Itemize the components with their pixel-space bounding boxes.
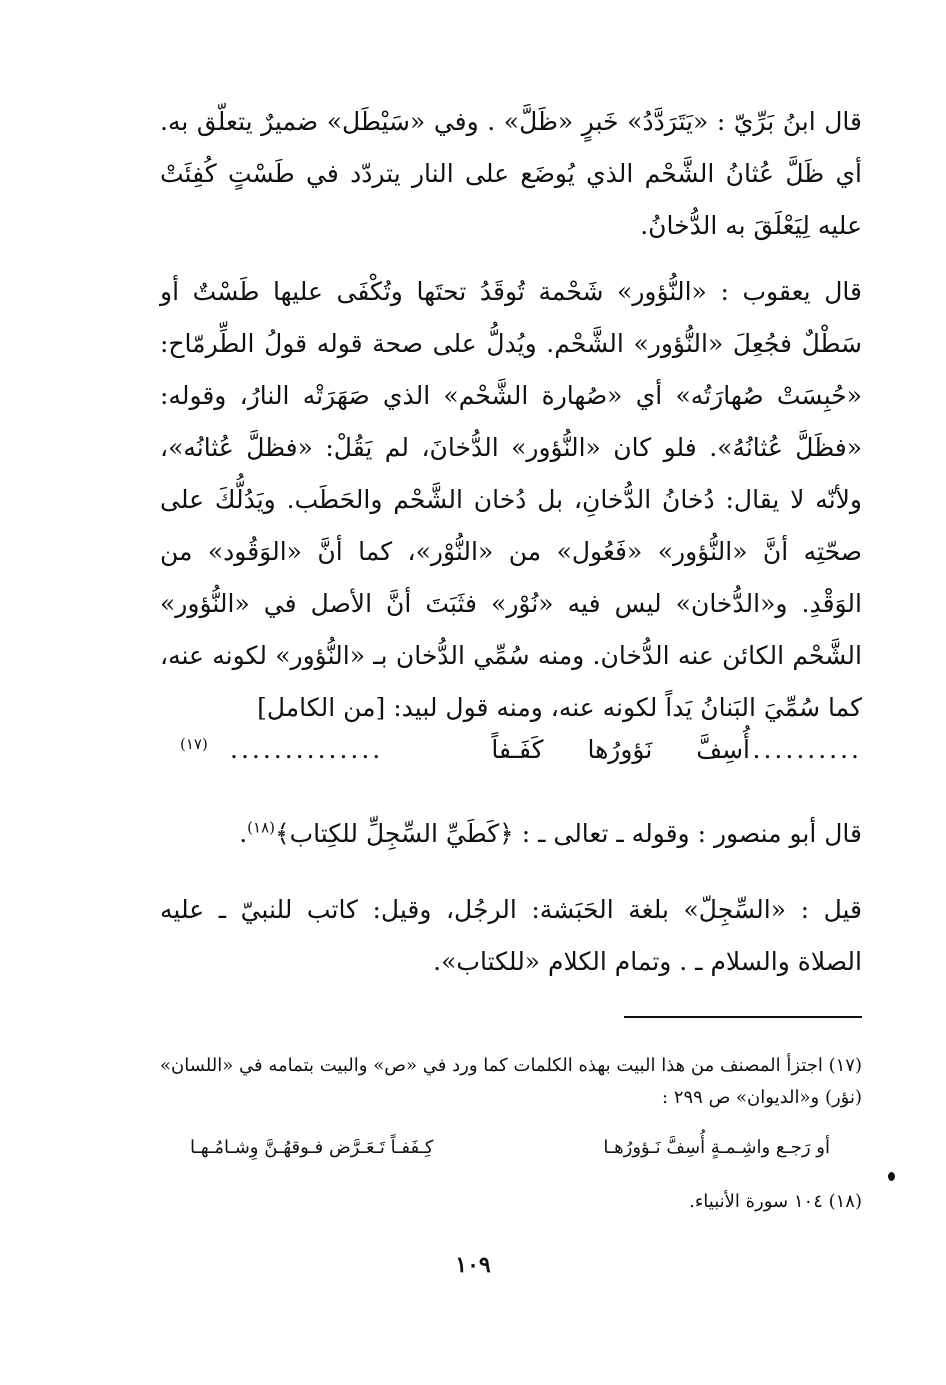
verse-words-a: أُسِفَّ نَؤورُها [587, 735, 750, 764]
verse-ellipsis-left: .............. [230, 735, 384, 764]
verse-ellipsis-right: .......... [752, 735, 862, 764]
paragraph-ibn-barri [160, 96, 862, 252]
paragraph-text: قال يعقوب : «النُّؤور» شَحْمة تُوقَدُ تحتَها وتُكْفَى عليها طَسْتٌ أو سَطْلٌ فجُعِلَ «النُّؤور» الشَّحْم. ويُدلُّ على صحة قوله قولُ الطِّرمّاح: «حُبِسَتْ صُهارَتُه» أي «صُهارة الشَّحْم» الذي صَهَرَتْه النارُ، وقوله: «فظَلَّ عُثانُهُ». فلو كان «النُّؤور» الدُّخانَ، لم يَقُلْ: «فظلَّ عُثانُه»، ولأنّه لا يقال: دُخانُ الدُّخانِ، بل دُخان الشَّحْم والحَطَب. ويَدُلُّكَ على صحّتِه أنَّ «النُّؤور» «فَعُول» من «النُّوْر»، كما أنَّ «الوَقُود» من الوَقْدِ. و«الدُّخان» ليس فيه «نُوْر» فثَبَتَ أنَّ الأصل في «النُّؤور» الشَّحْم الكائن عنه الدُّخان. ومنه سُمِّي الدُّخان بـ «النُّؤور» لكونه عنه، كما سُمِّيَ البَنانُ يَداً لكونه عنه، ومنه قول لبيد: [من الكامل] [160, 277, 862, 722]
footnote-verse-first-half: أو رَجـع واشِـمـةٍ أُسِفَّ نَـؤورُهـا [603, 1137, 830, 1158]
paragraph-sijill [160, 884, 862, 988]
footnote-text: (١٨) ١٠٤ سورة الأنبياء. [689, 1191, 862, 1212]
margin-dot-mark [888, 1172, 895, 1181]
footnote-18 [160, 1186, 862, 1218]
verse-labid [160, 724, 862, 776]
paragraph-text [160, 808, 862, 860]
verse-words-b: كَفَـفاً [491, 735, 544, 764]
paragraph-text: قيل : «السِّجِلّ» بلغة الحَبَشة: الرجُل، وقيل: كاتب للنبيّ ـ عليه الصلاة والسلام ـ . وتمام الكلام «للكتاب». [160, 895, 862, 976]
sentence-end: . [239, 819, 248, 848]
page-number: ١٠٩ [455, 1252, 491, 1278]
verse-hemistich [491, 724, 750, 776]
footnote-ref-17: (١٧) [180, 735, 208, 753]
paragraph-abu-mansur [160, 808, 862, 860]
quran-quote-line: قال أبو منصور : وقوله ـ تعالى ـ : ﴿كَطَيِّ السِّجِلِّ للكِتاب﴾ [275, 819, 862, 848]
footnote-verse-second-half: كِـفَفـاً تَـعَـرَّض فـوقهُـنَّ وِشـامُـهـا [190, 1137, 434, 1158]
footnote-17 [160, 1050, 862, 1114]
footnote-text: (١٧) اجتزأ المصنف من هذا البيت بهذه الكلمات كما ورد في «ص» والبيت بتمامه في «اللسان» (نؤر) و«الديوان» ص ٢٩٩ : [160, 1055, 862, 1108]
paragraph-yaqub [160, 266, 862, 734]
footnote-divider [624, 1016, 862, 1018]
footnote-17-verse [190, 1132, 830, 1164]
footnote-ref-18: (١٨) [247, 818, 275, 837]
paragraph-text: قال ابنُ بَرِّيّ : «يَتَرَدَّدُ» خَبرٍ «ظَلَّ» . وفي «سَيْطَل» ضميرٌ يتعلّق به. أي ظَلَّ عُثانُ الشَّحْم الذي يُوضَع على النار يتردّد في طَسْتٍ كُفِئَتْ عليه لِيَعْلَقَ به الدُّخانُ. [160, 107, 862, 240]
